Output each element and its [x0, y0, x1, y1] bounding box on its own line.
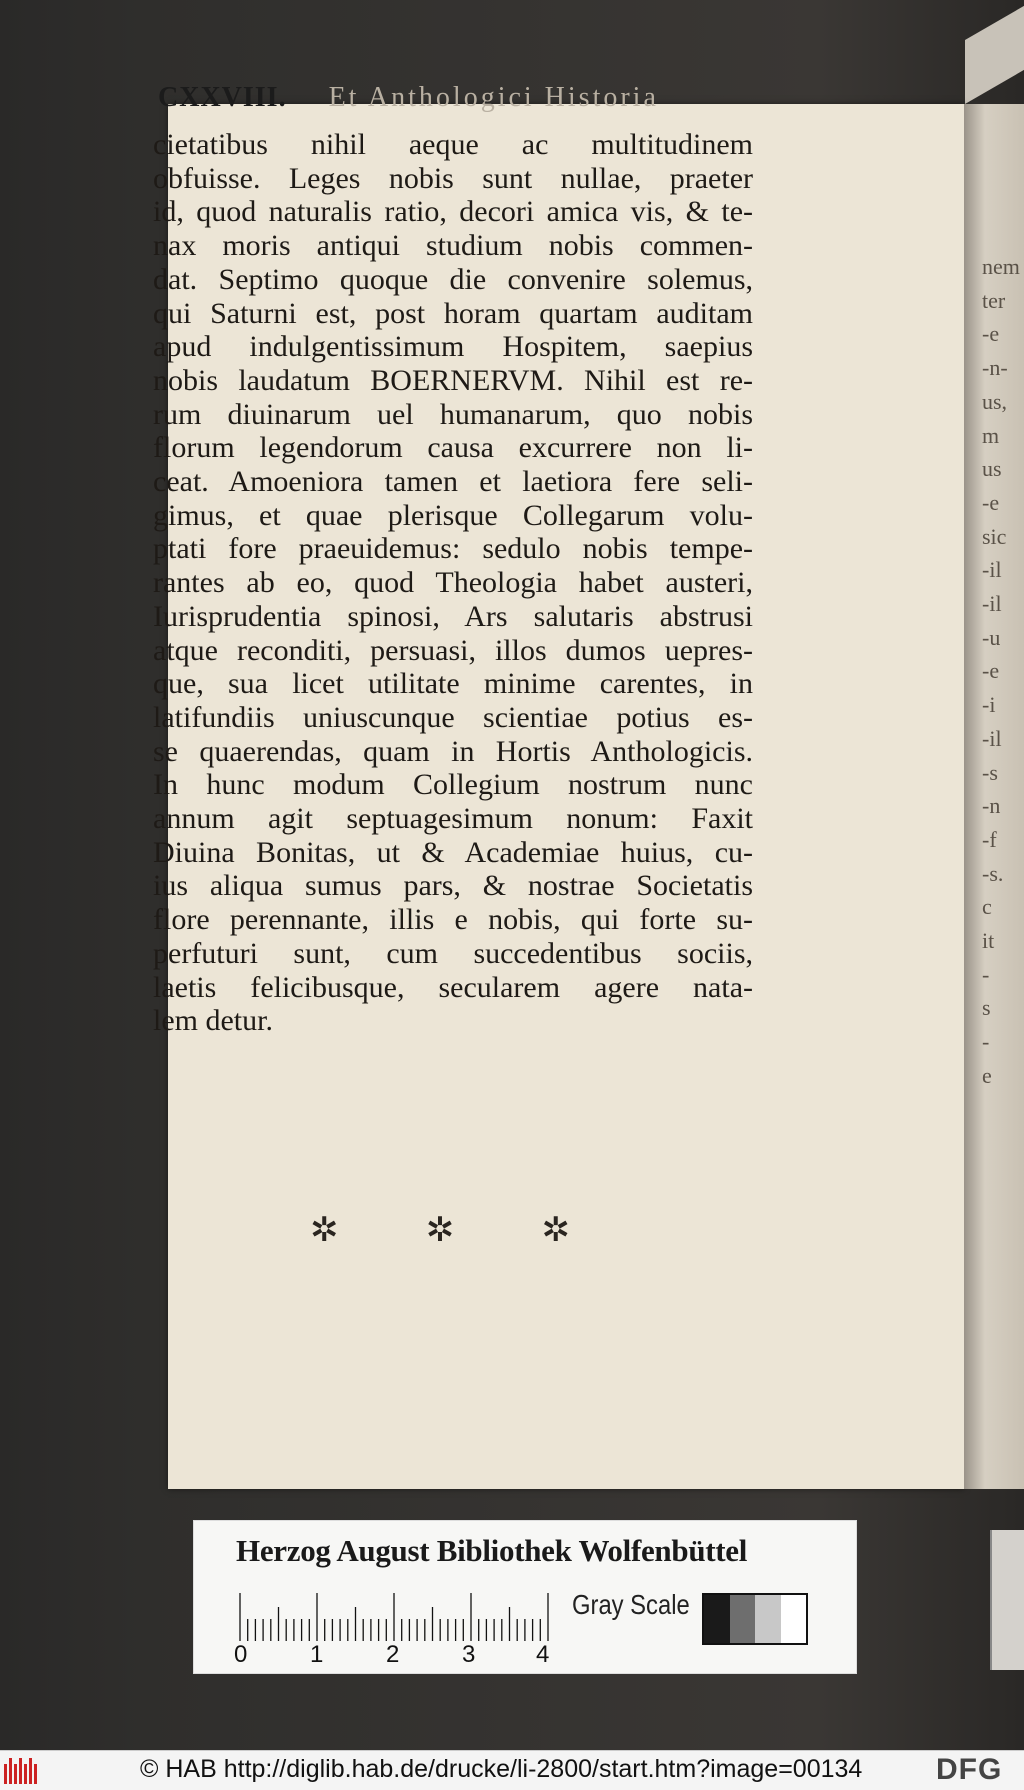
text-line: flore perennante, illis e nobis, qui forte su- [153, 903, 753, 937]
text-line: latifundiis uniuscunque scientiae potius es- [153, 700, 753, 734]
facing-page-fragment: -n- [982, 355, 1008, 381]
text-line: dat. Septimo quoque die convenire solemus, [153, 262, 753, 296]
library-stamp-edge [990, 1530, 1024, 1670]
facing-page-fragment: e [982, 1062, 992, 1088]
text-line: gimus, et quae plerisque Collegarum volu- [153, 498, 753, 532]
ruler-number: 1 [310, 1641, 324, 1668]
text-line: apud indulgentissimum Hospitem, saepius [153, 330, 753, 364]
text-line: ius aliqua sumus pars, & nostrae Societatis [153, 869, 753, 903]
running-title-showthrough: Et Anthologici Historia [328, 82, 659, 113]
hab-logo-icon [4, 1758, 46, 1784]
body-text [153, 128, 753, 1038]
copyright-link[interactable]: © HAB http://diglib.hab.de/drucke/li-2800/start.htm?image=00134 [140, 1755, 863, 1783]
page-number: CXXVIII. [158, 82, 287, 113]
facing-page-fragment: -f [982, 826, 997, 852]
facing-page-fragment: ter [982, 287, 1006, 313]
footer-bar [0, 1750, 1024, 1790]
facing-page-fragment: -e [982, 658, 1000, 684]
gray-scale-swatches [702, 1593, 808, 1645]
text-line: perfuturi sunt, cum succedentibus sociis, [153, 936, 753, 970]
text-line: qui Saturni est, post horam quartam auditam [153, 296, 753, 330]
facing-page-fragment: -e [982, 489, 1000, 515]
facing-page-fragment: -n [982, 793, 1001, 819]
text-line: ptati fore praeuidemus: sedulo nobis tempe- [153, 532, 753, 566]
text-line: se quaerendas, quam in Hortis Anthologicis. [153, 734, 753, 768]
text-line: cietatibus nihil aeque ac multitudinem [153, 128, 753, 161]
facing-page-fragment: -u [982, 624, 1001, 650]
gray-swatch [704, 1595, 730, 1643]
gray-swatch [755, 1595, 781, 1643]
ornament-star-icon: ✲ [541, 1212, 570, 1249]
text-line: In hunc modum Collegium nostrum nunc [153, 768, 753, 802]
text-line: que, sua licet utilitate minime carentes, in [153, 667, 753, 701]
facing-page-fragment: us, [982, 388, 1008, 414]
facing-page-edge [964, 104, 1024, 1489]
ruler-number: 3 [462, 1641, 476, 1668]
text-line: id, quod naturalis ratio, decori amica vis, & te- [153, 195, 753, 229]
gray-swatch [730, 1595, 756, 1643]
facing-page-fragment: -s. [982, 860, 1004, 886]
facing-page-fragment: -il [982, 725, 1002, 751]
dfg-logo: DFG [936, 1753, 1003, 1786]
facing-page-fragment: - [982, 961, 990, 987]
text-line: Iurisprudentia spinosi, Ars salutaris abstrusi [153, 599, 753, 633]
facing-page-fragment: c [982, 894, 992, 920]
facing-page-fragment: s [982, 995, 991, 1021]
facing-page-fragment: it [982, 928, 995, 953]
ruler-number: 0 [234, 1641, 248, 1668]
facing-page-fragment: - [982, 1029, 990, 1055]
ruler-number: 2 [386, 1641, 400, 1668]
gray-scale-label: Gray Scale [572, 1589, 690, 1620]
facing-page-fragment: m [982, 422, 1000, 448]
ruler-number: 4 [536, 1641, 550, 1668]
facing-page-fragment: nem [982, 254, 1020, 279]
text-line: lem detur. [153, 1004, 273, 1038]
ornament-row [310, 1210, 570, 1250]
facing-page-fragment: -e [982, 321, 1000, 347]
text-line: annum agit septuagesimum nonum: Faxit [153, 802, 753, 836]
ruler-scale [238, 1591, 554, 1641]
color-reference-card [193, 1520, 857, 1674]
ornament-star-icon: ✲ [425, 1212, 455, 1249]
text-line: florum legendorum causa excurrere non li- [153, 431, 753, 465]
text-line: Diuina Bonitas, ut & Academiae huius, cu- [153, 835, 753, 869]
text-line: nax moris antiqui studium nobis commen- [153, 229, 753, 263]
facing-page-fragment: sic [982, 523, 1007, 549]
facing-page-fragment: -il [982, 591, 1002, 616]
gray-swatch [781, 1595, 807, 1643]
text-line: ceat. Amoeniora tamen et laetiora fere seli- [153, 465, 753, 499]
facing-page-fragment: -il [982, 557, 1002, 583]
facing-page-fragment: -s [982, 759, 998, 785]
text-line: rum diuinarum uel humanarum, quo nobis [153, 397, 753, 431]
text-line: laetis felicibusque, secularem agere nata- [153, 970, 753, 1004]
facing-page-fragment: us [982, 456, 1002, 482]
text-line: nobis laudatum BOERNERVM. Nihil est re- [153, 363, 753, 397]
ornament-star-icon: ✲ [310, 1212, 339, 1249]
text-line: atque reconditi, persuasi, illos dumos uepres- [153, 633, 753, 667]
library-name: Herzog August Bibliothek Wolfenbüttel [236, 1533, 748, 1568]
text-line: obfuisse. Leges nobis sunt nullae, praeter [153, 161, 753, 195]
facing-page-fragment: -i [982, 692, 996, 718]
text-line: rantes ab eo, quod Theologia habet austeri, [153, 566, 753, 600]
running-header [158, 82, 778, 114]
